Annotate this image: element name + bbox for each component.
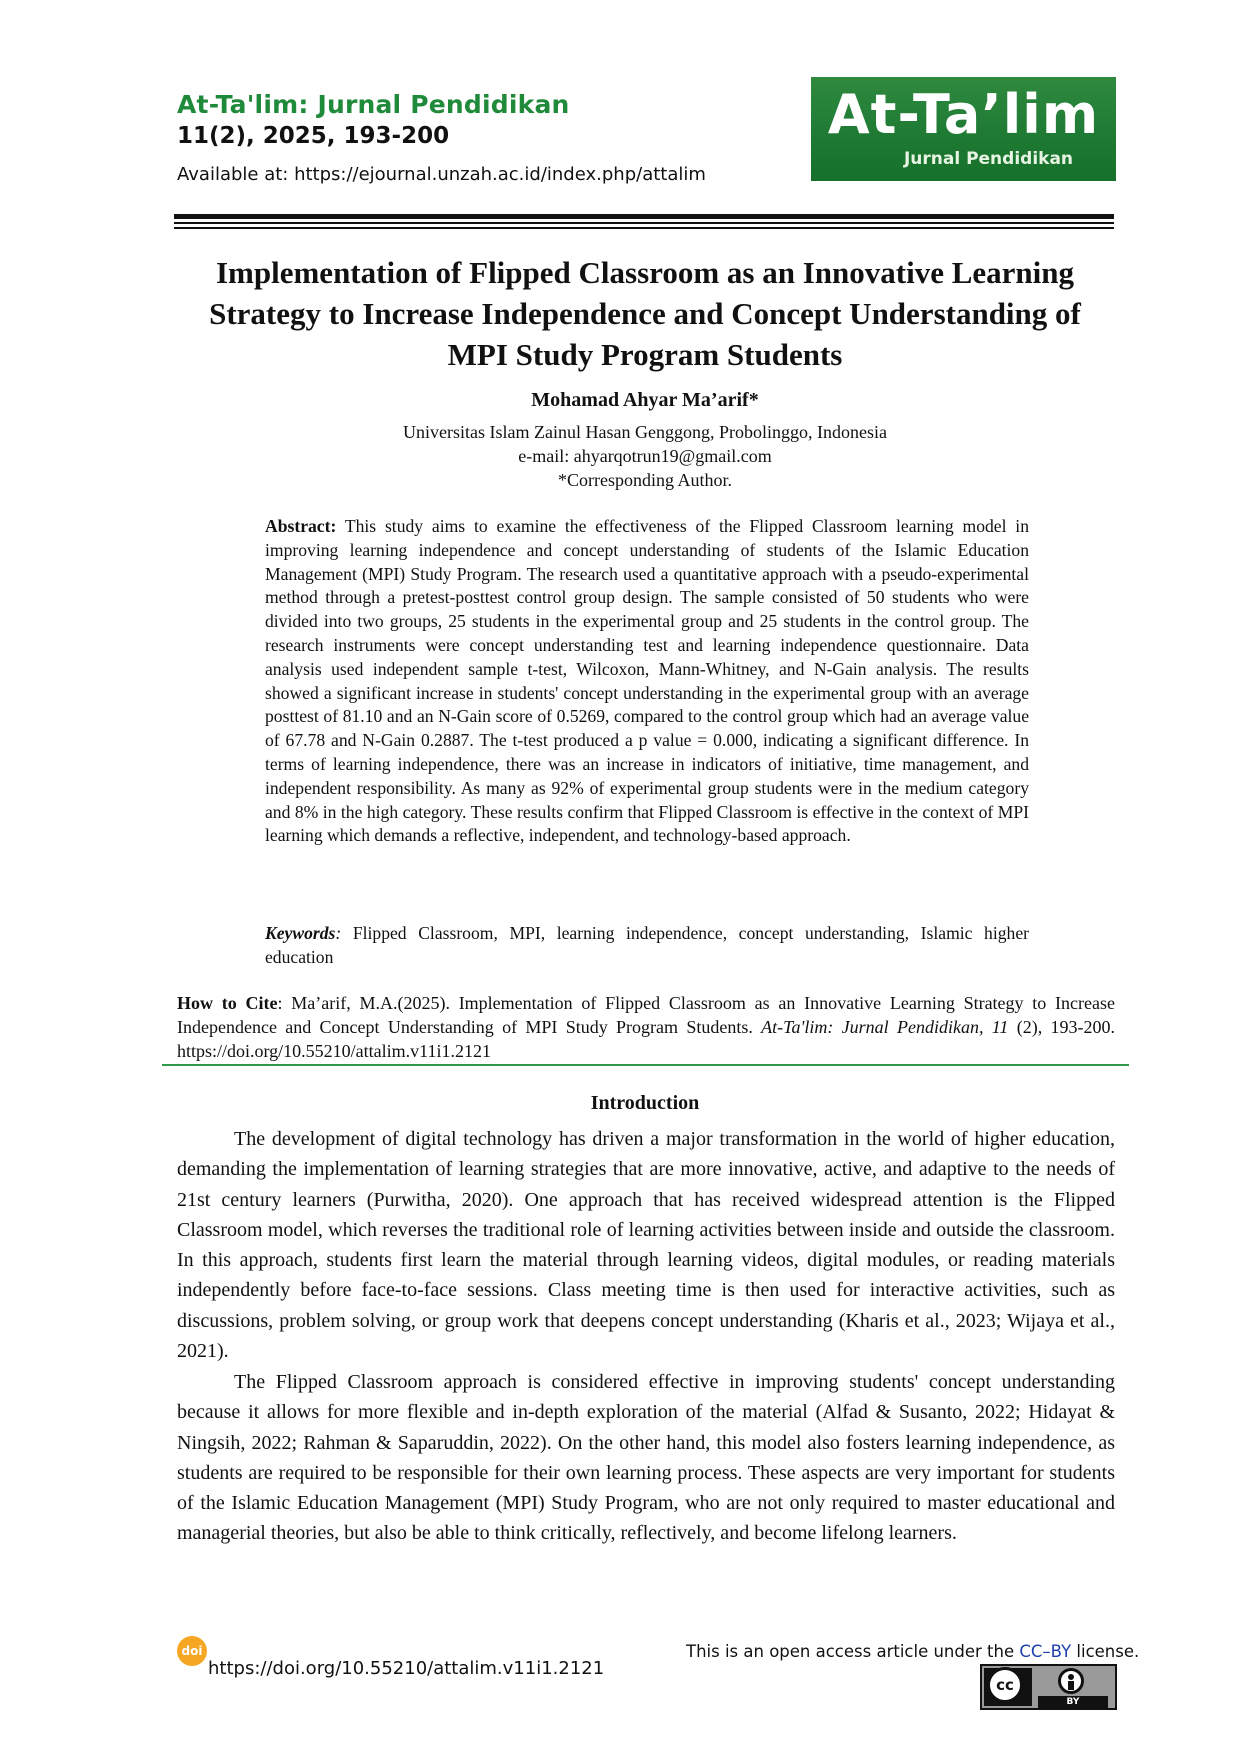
how-to-cite-label: How to Cite <box>177 993 278 1013</box>
keywords-text: Flipped Classroom, MPI, learning independence, concept understanding, Islamic higher education <box>265 923 1029 967</box>
journal-volume-issue: 11(2), 2025, 193-200 <box>177 123 450 149</box>
license-link[interactable]: CC–BY <box>1019 1642 1072 1661</box>
attribution-icon <box>1058 1668 1084 1694</box>
doi-icon: doi <box>177 1636 207 1666</box>
journal-name: At-Ta'lim: Jurnal Pendidikan <box>177 90 570 119</box>
intro-paragraph-1: The development of digital technology has driven a major transformation in the world of higher education, demanding the implementation of learning strategies that are more innovative, active, and adaptive to the needs of 21st century learners (Purwitha, 2020). One approach that has received widespread attention is the Flipped Classroom model, which reverses the traditional role of learning activities between inside and outside the classroom. In this approach, students first learn the material through learning videos, digital modules, or reading materials independently before face-to-face sessions. Class meeting time is then used for interactive activities, such as discussions, problem solving, or group work that deepens concept understanding (Kharis et al., 2023; Wijaya et al., 2021). <box>177 1128 1115 1363</box>
attribution-icon-head <box>1068 1674 1074 1680</box>
keywords <box>265 922 1029 970</box>
header-rule-thin-2 <box>174 227 1114 229</box>
title-line-3: MPI Study Program Students <box>447 337 843 372</box>
logo-title: At-Ta’lim <box>827 83 1100 146</box>
citation-doi[interactable]: (2), 193-200. https://doi.org/10.55210/attalim.v11i1.2121 <box>177 1017 1116 1061</box>
header-rule-thin <box>174 222 1114 224</box>
license-prefix: This is an open access article under the <box>686 1642 1020 1661</box>
abstract <box>265 515 1029 848</box>
title-line-1: Implementation of Flipped Classroom as an Innovative Learning <box>215 255 1075 290</box>
citation-journal: At-Ta'lim: Jurnal Pendidikan, 11 <box>761 1017 1009 1037</box>
cc-by-badge[interactable] <box>980 1664 1117 1710</box>
doi-link[interactable]: https://doi.org/10.55210/attalim.v11i1.2121 <box>208 1658 605 1679</box>
cc-icon: cc <box>987 1667 1023 1703</box>
title-line-2: Strategy to Increase Independence and Concept Understanding of <box>209 296 1081 331</box>
paper-title <box>170 252 1120 375</box>
attribution-icon-body <box>1068 1681 1074 1690</box>
license-suffix: license. <box>1071 1642 1140 1661</box>
how-to-cite <box>177 991 1115 1063</box>
logo-subtitle: Jurnal Pendidikan <box>903 149 1074 169</box>
corresponding-note: *Corresponding Author. <box>558 470 732 490</box>
author-affiliation: Universitas Islam Zainul Hasan Genggong, Probolinggo, Indonesia <box>403 422 887 442</box>
author-name: Mohamad Ahyar Ma’arif* <box>531 389 759 411</box>
author-email[interactable]: e-mail: ahyarqotrun19@gmail.com <box>518 446 772 466</box>
journal-logo <box>811 77 1116 181</box>
by-label: BY <box>1038 1696 1108 1708</box>
section-heading-introduction: Introduction <box>590 1092 700 1114</box>
intro-paragraph-2: The Flipped Classroom approach is considered effective in improving students' concept understanding because it allows for more flexible and in-depth exploration of the material (Alfad & Susanto, 2022; Hidayat & Ningsih, 2022; Rahman & Saparuddin, 2022). On the other hand, this model also fosters learning independence, as students are required to be responsible for their own learning process. These aspects are very important for students of the Islamic Education Management (MPI) Study Program, who are not only required to master educational and managerial theories, but also be able to think critically, reflectively, and become lifelong learners. <box>177 1371 1115 1545</box>
citation-text: : Ma’arif, M.A.(2025). Implementation of Flipped Classroom as an Innovative Learning Strategy to Increase Independence and Concept Understanding of MPI Study Program Students. <box>177 993 1115 1037</box>
header-rule-thick <box>174 214 1114 219</box>
license-statement <box>686 1642 1139 1661</box>
keywords-colon: : <box>335 923 342 943</box>
abstract-text: This study aims to examine the effectiveness of the Flipped Classroom learning model in improving learning independence and concept understanding of students of the Islamic Education Management (MPI) Study Program. The research used a quantitative approach with a pseudo-experimental method through a pretest-posttest control group design. The sample consisted of 50 students who were divided into two groups, 25 students in the experimental group and 25 students in the control group. The research instruments were concept understanding test and learning independence questionnaire. Data analysis used independent sample t-test, Wilcoxon, Mann-Whitney, and N-Gain analysis. The results showed a significant increase in students' concept understanding in the experimental group with an average posttest of 81.10 and an N-Gain score of 0.5269, compared to the control group which had an average value of 67.78 and N-Gain 0.2887. The t-test produced a p value = 0.000, indicating a significant difference. In terms of learning independence, there was an increase in indicators of initiative, time management, and independent responsibility. As many as 92% of experimental group students were in the medium category and 8% in the high category. These results confirm that Flipped Classroom is effective in the context of MPI learning which demands a reflective, independent, and technology-based approach. <box>265 516 1029 846</box>
abstract-label: Abstract: <box>265 516 337 536</box>
keywords-label: Keywords <box>265 923 336 943</box>
citation-divider <box>162 1064 1129 1066</box>
journal-url[interactable]: Available at: https://ejournal.unzah.ac.id/index.php/attalim <box>177 164 706 185</box>
